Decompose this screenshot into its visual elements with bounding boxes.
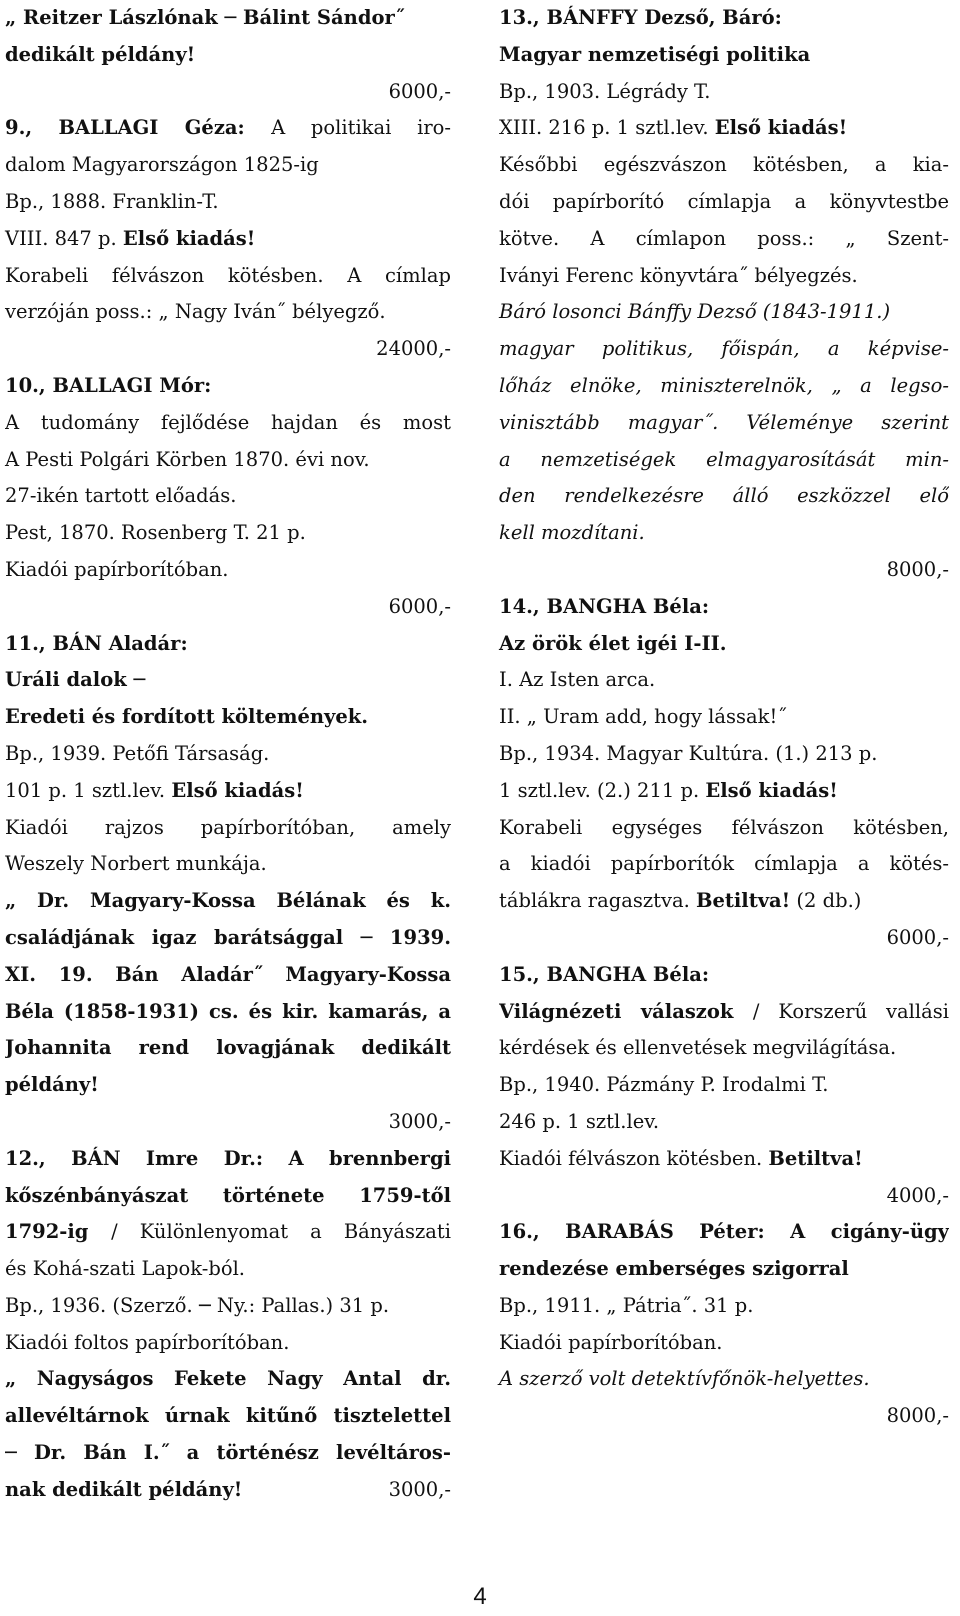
text-line: II. „ Uram add, hogy lássak!˝ <box>499 705 788 729</box>
text-line: Bp., 1888. Franklin-T. <box>5 189 219 213</box>
price-line: 24000,- <box>376 337 451 361</box>
text-line: Magyar nemzetiségi politika <box>499 42 811 66</box>
text-line: Korabeli egységes félvászon kötésben, <box>499 815 949 839</box>
text-line: rendezése emberséges szigorral <box>499 1257 849 1281</box>
price-line: 8000,- <box>886 1404 949 1428</box>
text-line: Bp., 1940. Pázmány P. Irodalmi T. <box>499 1073 829 1097</box>
text-segment: Betiltva! <box>768 1146 863 1170</box>
text-line <box>499 883 949 920</box>
text-segment: táblákra ragasztva. <box>499 889 696 913</box>
text-line: vinisztább magyar˝. Véleménye szerint <box>499 410 949 434</box>
text-segment: Kiadói félvászon kötésben. <box>499 1146 769 1170</box>
text-line: Bp., 1936. (Szerző. ─ Ny.: Pallas.) 31 p. <box>5 1293 390 1317</box>
text-line: Báró losonci Bánffy Dezső (1843-1911.) <box>499 300 891 324</box>
price-line: 3000,- <box>388 1109 451 1133</box>
text-line: Iványi Ferenc könyvtára˝ bélyegzés. <box>499 263 858 287</box>
text-line: a kiadói papírborítók címlapja a kötés- <box>499 852 949 876</box>
text-line: dedikált példány! <box>5 42 196 66</box>
text-segment: / Korszerű vallási <box>752 999 949 1023</box>
price-line: 8000,- <box>886 557 949 581</box>
text-line: den rendelkezésre álló eszközzel elő <box>499 484 949 508</box>
text-line: kőszénbányászat története 1759-től <box>5 1183 451 1207</box>
right-column <box>499 0 949 1435</box>
text-line: 27-ikén tartott előadás. <box>5 484 237 508</box>
text-line: verzóján poss.: „ Nagy Iván˝ bélyegző. <box>5 300 386 324</box>
text-line <box>499 110 949 147</box>
price-line: 6000,- <box>388 79 451 103</box>
text-line: a nemzetiségek elmagyarosítását min- <box>499 447 949 471</box>
text-line: XI. 19. Bán Aladár˝ Magyary-Kossa <box>5 962 451 986</box>
text-segment: (2 db.) <box>790 889 862 913</box>
text-segment: XIII. 216 p. 1 sztl.lev. <box>499 116 715 140</box>
text-segment: Első kiadás! <box>171 778 304 802</box>
text-segment: / Különlenyomat a Bányászati <box>111 1220 451 1244</box>
text-line: Bp., 1911. „ Pátria˝. 31 p. <box>499 1293 754 1317</box>
text-line <box>5 221 451 258</box>
text-segment: 9., BALLAGI Géza: <box>5 116 272 140</box>
text-line: Bp., 1934. Magyar Kultúra. (1.) 213 p. <box>499 741 878 765</box>
text-line: 14., BANGHA Béla: <box>499 594 710 618</box>
text-line <box>5 110 451 147</box>
text-line: dói papírborító címlapja a könyvtestbe <box>499 189 949 213</box>
text-segment: Első kiadás! <box>122 226 256 250</box>
text-segment: 101 p. 1 sztl.lev. <box>5 778 172 802</box>
text-segment: 1 sztl.lev. (2.) 211 p. <box>499 778 706 802</box>
page-number: 4 <box>473 1583 487 1610</box>
text-segment: 12., BÁN Imre Dr.: <box>5 1146 289 1170</box>
text-segment: Első kiadás! <box>714 116 848 140</box>
text-line: Weszely Norbert munkája. <box>5 852 267 876</box>
text-segment: nak dedikált példány! <box>5 1477 243 1501</box>
price-line: 6000,- <box>388 594 451 618</box>
text-line: 15., BANGHA Béla: <box>499 962 710 986</box>
text-line: példány! <box>5 1073 99 1097</box>
text-line: allevéltárnok úrnak kitűnő tisztelettel <box>5 1404 451 1428</box>
text-line: Kiadói papírborítóban. <box>499 1330 723 1354</box>
text-line: Bp., 1903. Légrády T. <box>499 79 711 103</box>
text-line: lőház elnöke, miniszterelnök, „ a legso- <box>499 373 949 397</box>
text-line: családjának igaz barátsággal ─ 1939. <box>5 925 451 949</box>
text-line <box>5 773 451 810</box>
text-line: 13., BÁNFFY Dezső, Báró: <box>499 6 782 29</box>
text-segment: A politikai iro- <box>271 116 451 140</box>
text-line: kötve. A címlapon poss.: „ Szent- <box>499 226 949 250</box>
text-line <box>499 1214 949 1251</box>
text-segment: 16., BARABÁS Péter: <box>499 1220 791 1244</box>
text-segment: Első kiadás! <box>705 778 838 802</box>
price-text: 3000,- <box>388 1477 451 1501</box>
text-segment: Betiltva! <box>695 889 791 913</box>
text-segment: VIII. 847 p. <box>5 226 123 250</box>
text-line: 10., BALLAGI Mór: <box>5 373 212 397</box>
price-line: 6000,- <box>886 925 949 949</box>
text-line: Kiadói papírborítóban. <box>5 557 229 581</box>
text-line: Pest, 1870. Rosenberg T. 21 p. <box>5 521 306 545</box>
text-segment: Világnézeti válaszok <box>499 999 753 1023</box>
text-line: Későbbi egészvászon kötésben, a kia- <box>499 153 949 177</box>
text-segment: A brennbergi <box>288 1146 451 1170</box>
text-segment: 1792-ig <box>5 1220 112 1244</box>
text-line: kérdések és ellenvetések megvilágítása. <box>499 1036 897 1060</box>
text-line <box>499 773 949 810</box>
text-line: 246 p. 1 sztl.lev. <box>499 1109 660 1133</box>
text-line: „ Nagyságos Fekete Nagy Antal dr. <box>5 1367 451 1391</box>
text-line: Az örök élet igéi I-II. <box>499 631 727 655</box>
text-line: Uráli dalok ─ <box>5 668 146 692</box>
text-line: Johannita rend lovagjának dedikált <box>5 1036 451 1060</box>
text-line: Korabeli félvászon kötésben. A címlap <box>5 263 451 287</box>
text-line: ─ Dr. Bán I.˝ a történész levéltáros- <box>5 1441 451 1465</box>
text-line: „ Dr. Magyary-Kossa Bélának és k. <box>5 889 451 913</box>
text-line: I. Az Isten arca. <box>499 668 656 692</box>
text-line: Kiadói rajzos papírborítóban, amely <box>5 815 451 839</box>
text-line <box>5 1472 451 1509</box>
text-segment: A cigány-ügy <box>790 1220 949 1244</box>
text-line: A szerző volt detektívfőnök-helyettes. <box>499 1367 870 1391</box>
text-line <box>499 1141 949 1178</box>
text-line: és Kohá-szati Lapok-ból. <box>5 1257 245 1281</box>
text-line: A tudomány fejlődése hajdan és most <box>5 410 451 434</box>
text-line: magyar politikus, főispán, a képvise- <box>499 337 949 361</box>
text-line: A Pesti Polgári Körben 1870. évi nov. <box>5 447 370 471</box>
text-line: Kiadói foltos papírborítóban. <box>5 1330 290 1354</box>
text-line: 11., BÁN Aladár: <box>5 631 188 655</box>
text-line: Béla (1858-1931) cs. és kir. kamarás, a <box>5 999 451 1023</box>
text-line: Eredeti és fordított költemények. <box>5 705 369 729</box>
price-line: 4000,- <box>886 1183 949 1207</box>
text-line: dalom Magyarországon 1825-ig <box>5 153 319 177</box>
text-line: „ Reitzer Lászlónak ─ Bálint Sándor˝ <box>5 6 405 29</box>
text-line <box>5 1214 451 1251</box>
text-line <box>499 994 949 1031</box>
text-line: kell mozdítani. <box>499 521 645 545</box>
text-line: Bp., 1939. Petőfi Társaság. <box>5 741 270 765</box>
text-line <box>5 1141 451 1178</box>
left-column <box>5 0 451 1509</box>
